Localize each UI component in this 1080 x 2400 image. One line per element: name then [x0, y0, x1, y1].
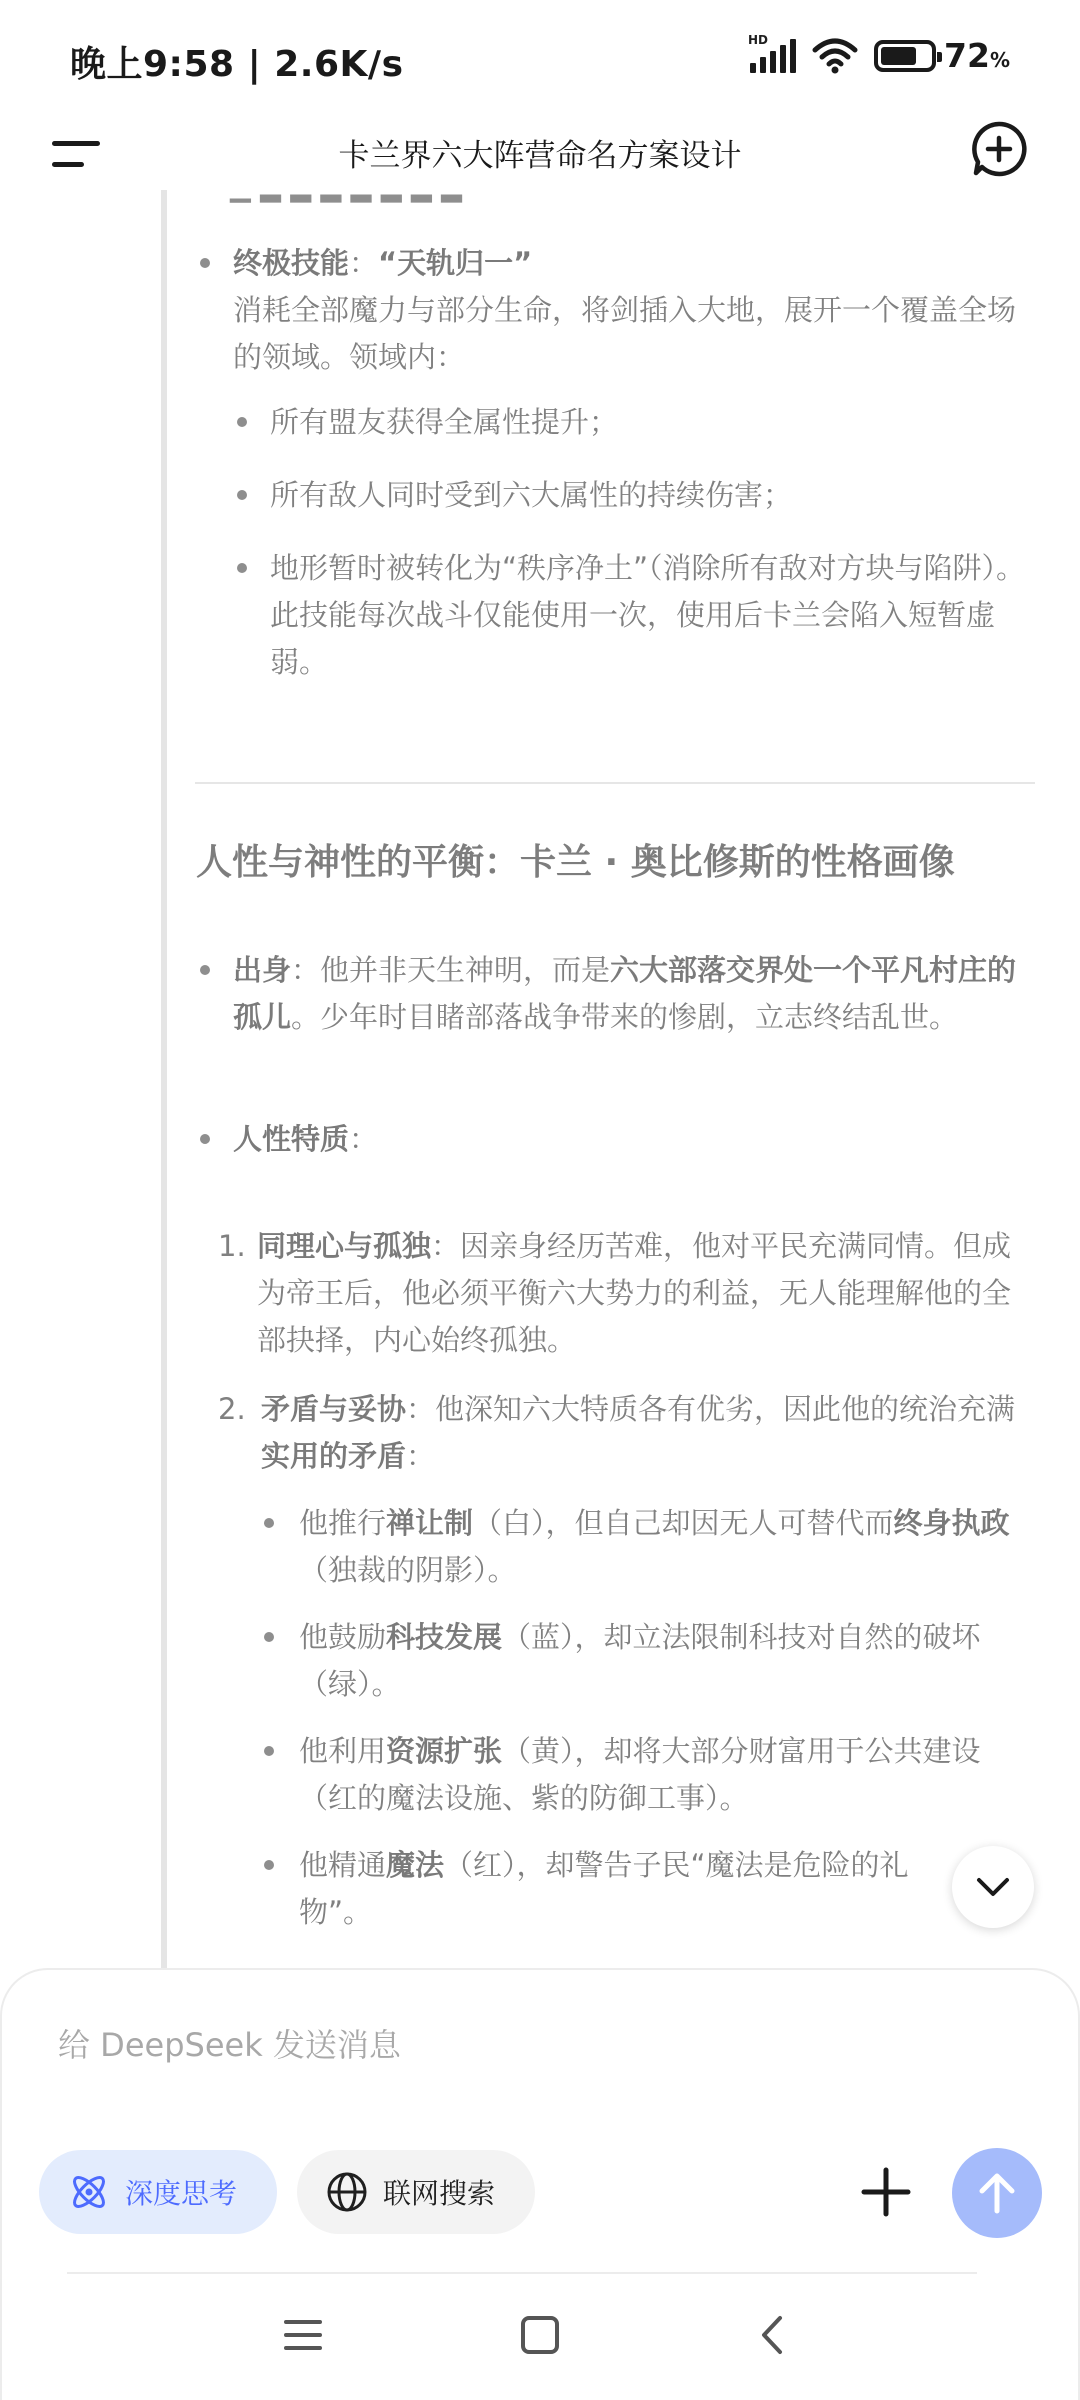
origin-item: 出身：他并非天生神明，而是六大部落交界处一个平凡村庄的孤儿。少年时目睹部落战争带来的惨剧，立志终结乱世。 — [233, 953, 1017, 1034]
battery-percent: 72% — [944, 36, 1010, 75]
quote-bar — [161, 190, 167, 1970]
battery-indicator — [874, 36, 1010, 75]
battery-icon — [874, 40, 936, 72]
trait-empathy: 同理心与孤独：因亲身经历苦难，他对平民充满同情。但成为帝王后，他必须平衡六大势力的利益，无人能理解他的全部抉择，内心始终孤独。 — [257, 1229, 1012, 1357]
globe-icon — [325, 2170, 369, 2214]
traits-item: 人性特质： — [233, 1122, 379, 1156]
effect-item: 所有盟友获得全属性提升； — [270, 405, 619, 439]
panel-divider — [67, 2272, 977, 2274]
clipped-line: ▁ ▂ ▂ ▂ ▂ ▂ ▂ ▂ — [230, 172, 462, 203]
effect-item: 所有敌人同时受到六大属性的持续伤害； — [270, 478, 793, 512]
status-time-speed: 晚上9:58 | 2.6K/s — [70, 44, 404, 85]
list-number: 1. — [218, 1229, 246, 1263]
status-icons — [748, 32, 1010, 75]
system-nav-bar — [0, 2290, 1080, 2380]
bullet-icon — [264, 1632, 274, 1642]
bullet-icon — [237, 563, 247, 573]
effect-item: 地形暂时被转化为“秩序净土”（消除所有敌对方块与陷阱）。 此技能每次战斗仅能使用一次，使用后卡兰会陷入短暂虚弱。 — [270, 551, 1026, 679]
scroll-to-bottom-button[interactable] — [952, 1846, 1034, 1928]
web-search-label: 联网搜索 — [383, 2177, 496, 2210]
ultimate-skill-item: 终极技能：“天轨归一” 消耗全部魔力与部分生命，将剑插入大地，展开一个覆盖全场的领域。领域内： — [233, 246, 1017, 374]
chat-message-content — [0, 172, 1080, 1970]
bullet-icon — [264, 1860, 274, 1870]
contradiction-item: 他利用资源扩张（黄），却将大部分财富用于公共建设（红的魔法设施、紫的防御工事）。 — [299, 1734, 981, 1815]
ultimate-note: 此技能每次战斗仅能使用一次，使用后卡兰会陷入短暂虚弱。 — [270, 598, 996, 679]
web-search-toggle[interactable] — [297, 2150, 535, 2234]
home-icon[interactable] — [515, 2310, 565, 2360]
signal-icon — [748, 32, 796, 73]
chevron-down-icon — [975, 1876, 1011, 1898]
bullet-icon — [200, 258, 210, 268]
ultimate-skill-desc: 消耗全部魔力与部分生命，将剑插入大地，展开一个覆盖全场的领域。领域内： — [233, 293, 1017, 374]
attach-plus-icon[interactable] — [858, 2164, 914, 2220]
bullet-icon — [200, 965, 210, 975]
bullet-icon — [200, 1134, 210, 1144]
bullet-icon — [237, 490, 247, 500]
deep-think-toggle[interactable] — [39, 2150, 277, 2234]
section-heading: 人性与神性的平衡：卡兰 · 奥比修斯的性格画像 — [196, 842, 955, 883]
new-chat-icon[interactable] — [970, 120, 1028, 178]
app-header — [0, 120, 1080, 180]
trait-contradiction: 矛盾与妥协：他深知六大特质各有优劣，因此他的统治充满实用的矛盾： — [261, 1392, 1016, 1473]
message-input[interactable]: 给 DeepSeek 发送消息 — [58, 2026, 401, 2064]
deep-think-label: 深度思考 — [125, 2177, 238, 2210]
contradiction-item: 他鼓励科技发展（蓝），却立法限制科技对自然的破坏（绿）。 — [299, 1620, 981, 1701]
atom-icon — [67, 2170, 111, 2214]
section-divider — [195, 782, 1035, 784]
arrow-up-icon — [977, 2171, 1017, 2215]
bullet-icon — [264, 1746, 274, 1756]
contradiction-item: 他推行禅让制（白），但自己却因无人可替代而终身执政（独裁的阴影）。 — [299, 1506, 1010, 1587]
bullet-icon — [264, 1518, 274, 1528]
bullet-icon — [237, 417, 247, 427]
recent-apps-icon[interactable] — [278, 2310, 328, 2360]
send-button[interactable] — [952, 2148, 1042, 2238]
list-number: 2. — [218, 1392, 246, 1426]
hd-badge: HD — [748, 32, 769, 47]
wifi-icon — [812, 38, 858, 74]
page-title: 卡兰界六大阵营命名方案设计 — [338, 138, 742, 174]
contradiction-item: 他精通魔法（红），却警告子民“魔法是危险的礼物”。 — [299, 1848, 909, 1929]
back-icon[interactable] — [748, 2310, 798, 2360]
status-bar — [0, 0, 1080, 120]
